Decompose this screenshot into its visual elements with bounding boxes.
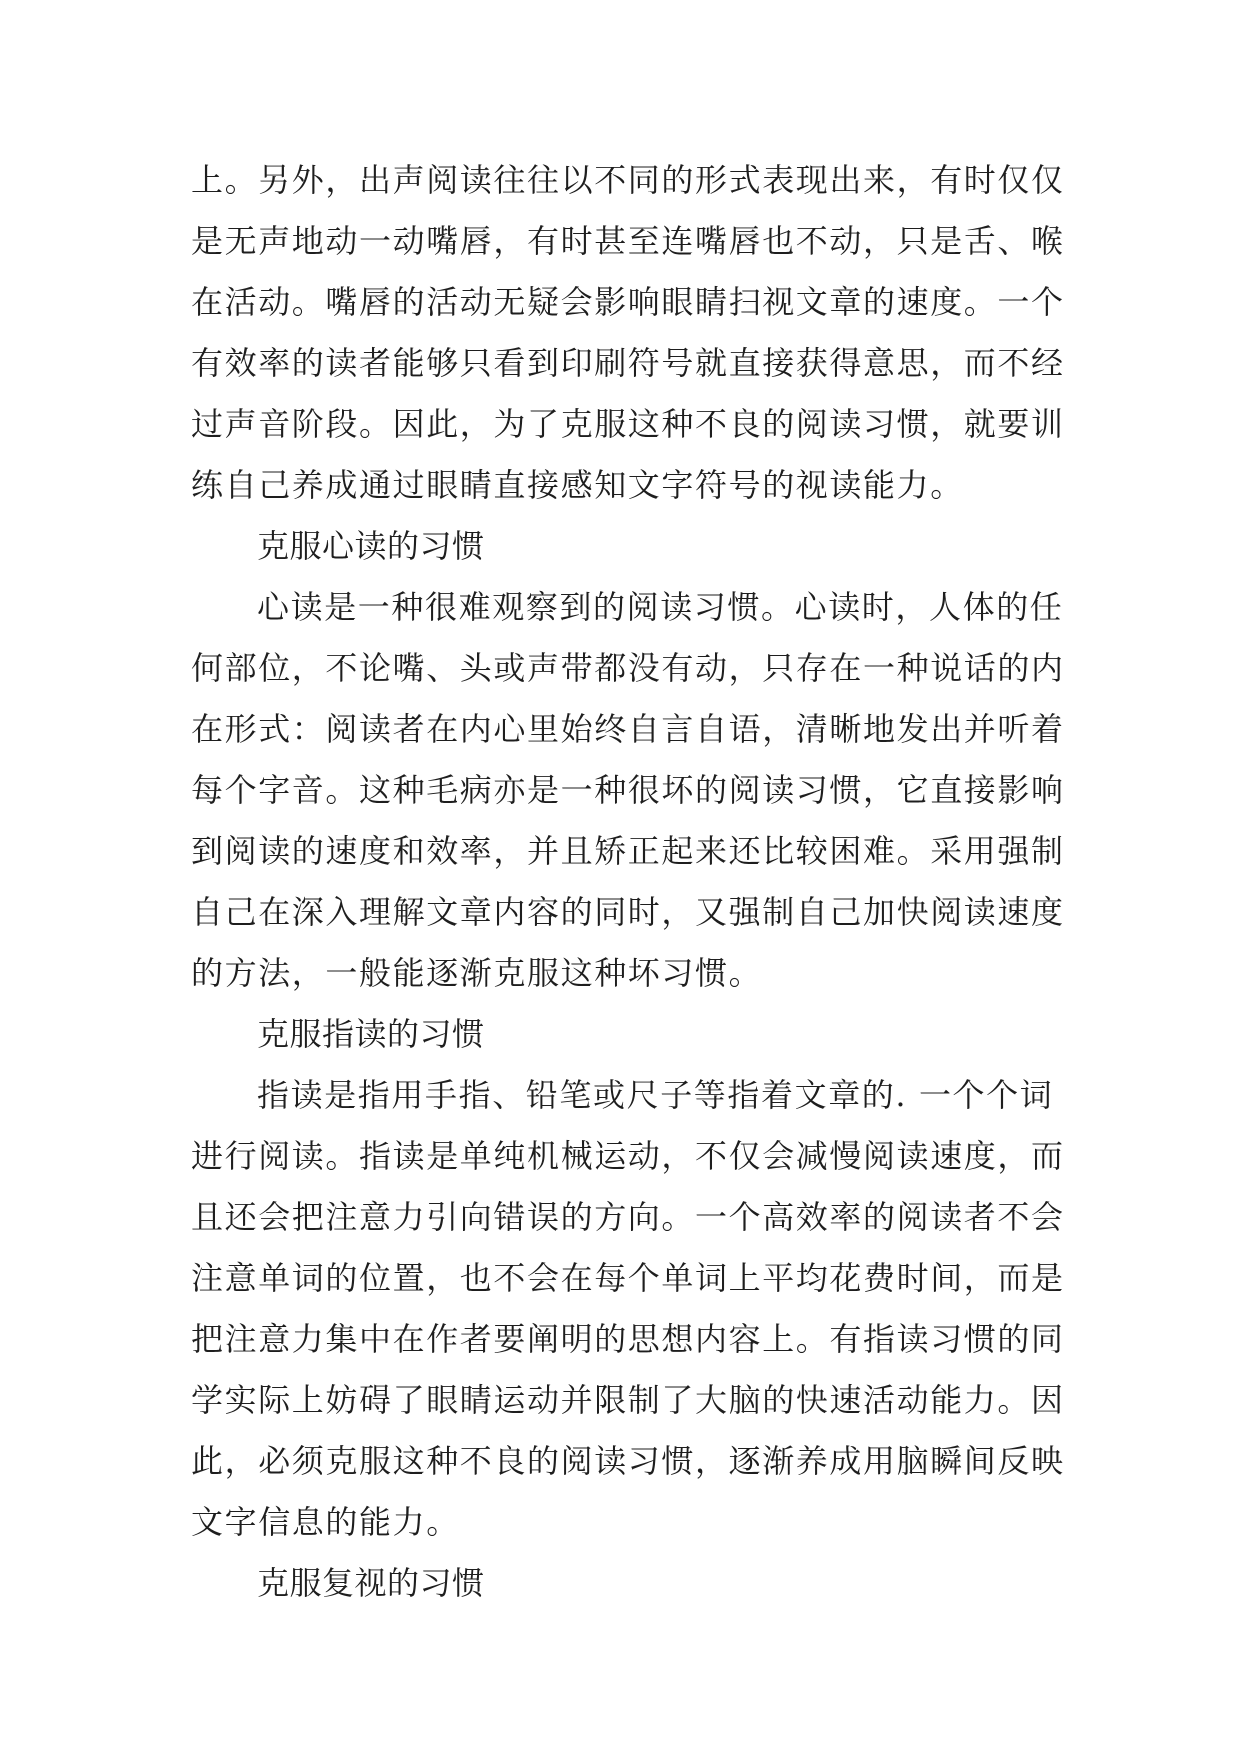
text-line: 上。另外，出声阅读往往以不同的形式表现出来，有时仅仅 <box>191 161 1065 199</box>
text-line: 到阅读的速度和效率，并且矫正起来还比较困难。采用强制 <box>191 832 1065 870</box>
paragraph-silent-reading <box>191 577 1065 1004</box>
text-line: 学实际上妨碍了眼睛运动并限制了大脑的快速活动能力。因 <box>191 1381 1065 1419</box>
text-line: 注意单词的位置，也不会在每个单词上平均花费时间，而是 <box>191 1259 1065 1297</box>
text-line: 此，必须克服这种不良的阅读习惯，逐渐养成用脑瞬间反映 <box>191 1442 1065 1480</box>
text-line: 过声音阶段。因此，为了克服这种不良的阅读习惯，就要训 <box>191 405 1065 443</box>
text-line: 有效率的读者能够只看到印刷符号就直接获得意思，而不经 <box>191 344 1065 382</box>
section-heading-finger-reading: 克服指读的习惯 <box>257 1015 485 1053</box>
text-line: 在形式：阅读者在内心里始终自言自语，清晰地发出并听着 <box>191 710 1065 748</box>
text-line: 练自己养成通过眼睛直接感知文字符号的视读能力。 <box>191 466 964 504</box>
text-line: 每个字音。这种毛病亦是一种很坏的阅读习惯，它直接影响 <box>191 771 1065 809</box>
document-body <box>191 150 1065 1614</box>
text-line: 进行阅读。指读是单纯机械运动，不仅会减慢阅读速度，而 <box>191 1137 1065 1175</box>
section-heading-silent-reading: 克服心读的习惯 <box>257 527 485 565</box>
paragraph-finger-reading <box>191 1065 1065 1553</box>
text-line: 文字信息的能力。 <box>191 1503 460 1541</box>
text-line: 心读是一种很难观察到的阅读习惯。心读时，人体的任 <box>257 588 1064 626</box>
text-line: 指读是指用手指、铅笔或尺子等指着文章的. 一个个词 <box>257 1076 1054 1114</box>
text-line: 在活动。嘴唇的活动无疑会影响眼睛扫视文章的速度。一个 <box>191 283 1065 321</box>
paragraph-out-loud-reading <box>191 150 1065 516</box>
text-line: 的方法，一般能逐渐克服这种坏习惯。 <box>191 954 763 992</box>
text-line: 是无声地动一动嘴唇，有时甚至连嘴唇也不动，只是舌、喉 <box>191 222 1065 260</box>
text-line: 把注意力集中在作者要阐明的思想内容上。有指读习惯的同 <box>191 1320 1065 1358</box>
text-line: 何部位，不论嘴、头或声带都没有动，只存在一种说话的内 <box>191 649 1065 687</box>
text-line: 且还会把注意力引向错误的方向。一个高效率的阅读者不会 <box>191 1198 1065 1236</box>
text-line: 自己在深入理解文章内容的同时，又强制自己加快阅读速度 <box>191 893 1065 931</box>
section-heading-regression: 克服复视的习惯 <box>257 1564 485 1602</box>
